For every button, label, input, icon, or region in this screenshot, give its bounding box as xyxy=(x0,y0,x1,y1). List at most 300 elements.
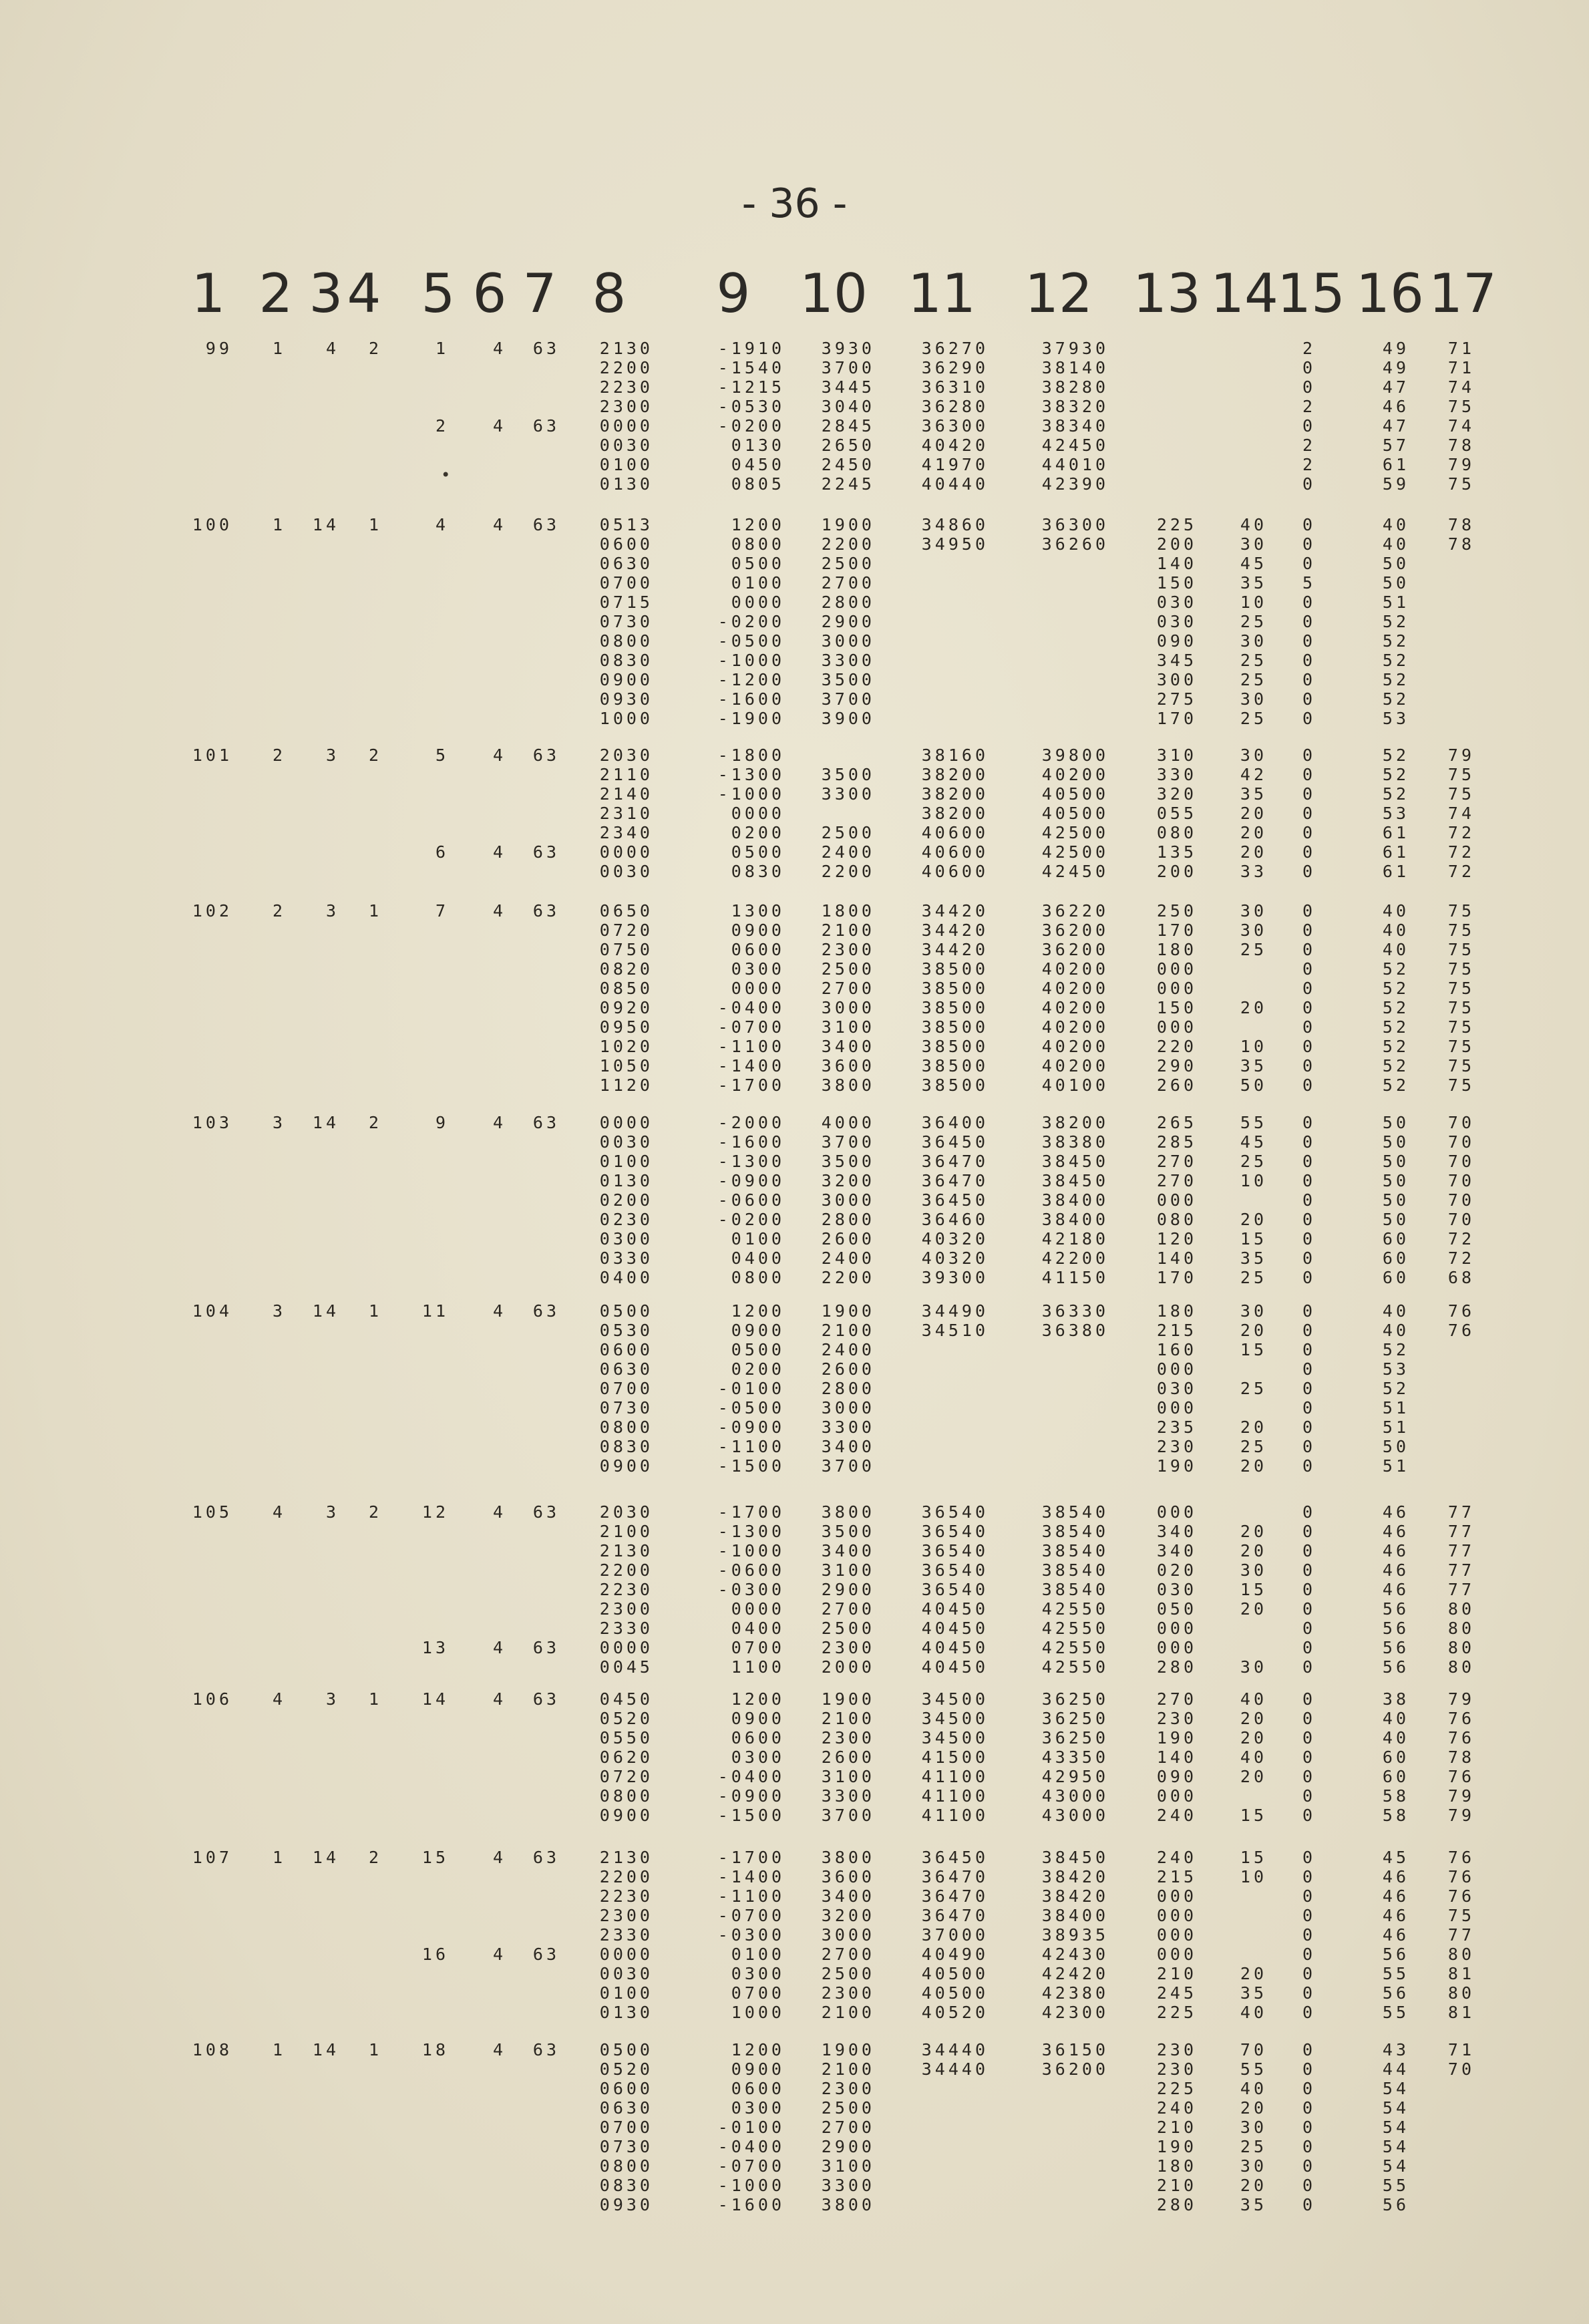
cell-col-16: 56 xyxy=(1382,1599,1409,1619)
cell-col-11: 36460 xyxy=(921,1210,989,1229)
cell-time: 0900 xyxy=(599,670,653,689)
cell-col-9: 0000 xyxy=(731,804,785,823)
cell-col-14: 30 xyxy=(1240,631,1267,651)
cell-col-11: 40500 xyxy=(921,1983,989,2003)
cell-col-10: 3300 xyxy=(821,651,875,670)
cell-col-17: 76 xyxy=(1447,1709,1475,1728)
cell-col-14: 45 xyxy=(1240,554,1267,573)
cell-col-12: 44010 xyxy=(1041,455,1109,474)
cell-col-12: 38540 xyxy=(1041,1502,1109,1522)
cell-col-17: 70 xyxy=(1447,1190,1475,1210)
cell-record-number: 104 xyxy=(192,1301,232,1321)
cell-col-15: 0 xyxy=(1302,1152,1316,1171)
cell-col-9: -0900 xyxy=(717,1418,785,1437)
column-header-12: 12 xyxy=(1025,263,1093,325)
cell-col-11: 40520 xyxy=(921,2003,989,2022)
cell-time: 0000 xyxy=(599,1113,653,1132)
cell-time: 0030 xyxy=(599,862,653,881)
column-header-10: 10 xyxy=(800,263,868,325)
cell-col-10: 2245 xyxy=(821,474,875,494)
cell-col-14: 20 xyxy=(1240,1599,1267,1619)
cell-col-11: 40320 xyxy=(921,1249,989,1268)
cell-col-13: 000 xyxy=(1156,1502,1197,1522)
cell-col-14: 10 xyxy=(1240,593,1267,612)
cell-col-16: 50 xyxy=(1382,1437,1409,1456)
cell-col-12: 36220 xyxy=(1041,901,1109,921)
cell-col-17: 70 xyxy=(1447,1132,1475,1152)
cell-col-16: 52 xyxy=(1382,1017,1409,1037)
cell-time: 2110 xyxy=(599,765,653,784)
cell-time: 0630 xyxy=(599,2098,653,2118)
table-row xyxy=(0,475,1589,494)
cell-col-9: -0200 xyxy=(717,612,785,631)
cell-col-12: 36250 xyxy=(1041,1689,1109,1709)
cell-col-11: 40320 xyxy=(921,1229,989,1249)
cell-col-16: 50 xyxy=(1382,1210,1409,1229)
cell-col-11: 40420 xyxy=(921,436,989,455)
cell-col-12: 43000 xyxy=(1041,1806,1109,1825)
cell-col-16: 52 xyxy=(1382,998,1409,1017)
cell-col-16: 50 xyxy=(1382,1113,1409,1132)
cell-record-number: 101 xyxy=(192,745,232,765)
cell-col-11: 36470 xyxy=(921,1171,989,1190)
cell-col-15: 0 xyxy=(1302,2137,1316,2156)
cell-col-12: 36200 xyxy=(1041,921,1109,940)
cell-col-13: 030 xyxy=(1156,1580,1197,1599)
column-header-11: 11 xyxy=(908,263,976,325)
cell-col-10: 2800 xyxy=(821,1379,875,1398)
cell-col-4: 1 xyxy=(368,1301,382,1321)
cell-col-15: 0 xyxy=(1302,862,1316,881)
cell-col-13: 240 xyxy=(1156,1848,1197,1867)
table-row xyxy=(0,1619,1589,1638)
table-row xyxy=(0,436,1589,455)
cell-col-16: 53 xyxy=(1382,804,1409,823)
cell-col-16: 50 xyxy=(1382,573,1409,593)
stray-dot-mark: • xyxy=(441,466,451,484)
cell-col-11: 40450 xyxy=(921,1619,989,1638)
cell-col-11: 34440 xyxy=(921,2059,989,2079)
cell-col-12: 36200 xyxy=(1041,2059,1109,2079)
cell-col-16: 46 xyxy=(1382,1560,1409,1580)
cell-time: 0100 xyxy=(599,455,653,474)
cell-col-15: 0 xyxy=(1302,1925,1316,1945)
cell-time: 0900 xyxy=(599,1456,653,1476)
cell-col-13: 250 xyxy=(1156,901,1197,921)
cell-time: 0100 xyxy=(599,1983,653,2003)
cell-col-10: 2100 xyxy=(821,1321,875,1340)
cell-col-9: -1300 xyxy=(717,1522,785,1541)
cell-col-12: 39800 xyxy=(1041,745,1109,765)
cell-col-16: 52 xyxy=(1382,1037,1409,1056)
cell-col-15: 0 xyxy=(1302,593,1316,612)
cell-col-17: 75 xyxy=(1447,901,1475,921)
cell-col-16: 46 xyxy=(1382,1502,1409,1522)
cell-col-13: 000 xyxy=(1156,1638,1197,1657)
cell-time: 2310 xyxy=(599,804,653,823)
cell-col-15: 0 xyxy=(1302,1418,1316,1437)
cell-col-14: 35 xyxy=(1240,1056,1267,1075)
cell-col-15: 0 xyxy=(1302,1867,1316,1886)
cell-col-7: 63 xyxy=(532,416,560,436)
column-header-16: 16 xyxy=(1356,263,1424,325)
cell-col-15: 0 xyxy=(1302,1689,1316,1709)
cell-col-11: 37000 xyxy=(921,1925,989,1945)
cell-col-5: 9 xyxy=(435,1113,449,1132)
cell-col-10: 2500 xyxy=(821,554,875,573)
cell-time: 0820 xyxy=(599,959,653,979)
cell-col-3: 14 xyxy=(312,1113,339,1132)
cell-col-17: 75 xyxy=(1447,784,1475,804)
cell-col-5: 12 xyxy=(421,1502,449,1522)
cell-col-11: 36540 xyxy=(921,1541,989,1560)
cell-col-9: -0700 xyxy=(717,1017,785,1037)
cell-col-9: -1800 xyxy=(717,745,785,765)
cell-col-9: -0530 xyxy=(717,397,785,416)
cell-col-9: -1500 xyxy=(717,1456,785,1476)
cell-time: 2230 xyxy=(599,1580,653,1599)
cell-col-17: 80 xyxy=(1447,1619,1475,1638)
cell-col-9: -1300 xyxy=(717,1152,785,1171)
cell-time: 2340 xyxy=(599,823,653,842)
cell-col-12: 43350 xyxy=(1041,1748,1109,1767)
cell-col-7: 63 xyxy=(532,1113,560,1132)
cell-time: 0720 xyxy=(599,1767,653,1786)
cell-col-11: 36540 xyxy=(921,1522,989,1541)
table-row xyxy=(0,766,1589,784)
cell-col-16: 45 xyxy=(1382,1848,1409,1867)
cell-col-10: 3445 xyxy=(821,377,875,397)
cell-col-11: 38500 xyxy=(921,959,989,979)
table-row xyxy=(0,593,1589,612)
cell-col-15: 0 xyxy=(1302,901,1316,921)
cell-col-5: 11 xyxy=(421,1301,449,1321)
cell-col-13: 230 xyxy=(1156,2040,1197,2059)
column-header-14: 14 xyxy=(1210,263,1278,325)
cell-col-17: 79 xyxy=(1447,1806,1475,1825)
cell-col-10: 3600 xyxy=(821,1867,875,1886)
cell-col-13: 270 xyxy=(1156,1689,1197,1709)
table-row xyxy=(0,1690,1589,1709)
cell-col-2: 1 xyxy=(272,1848,286,1867)
cell-col-9: 0600 xyxy=(731,2079,785,2098)
table-row xyxy=(0,632,1589,651)
cell-col-12: 42180 xyxy=(1041,1229,1109,1249)
cell-time: 0550 xyxy=(599,1728,653,1748)
cell-col-16: 52 xyxy=(1382,631,1409,651)
cell-col-9: -1100 xyxy=(717,1037,785,1056)
cell-time: 0700 xyxy=(599,573,653,593)
cell-col-15: 0 xyxy=(1302,1321,1316,1340)
cell-col-10: 1900 xyxy=(821,515,875,534)
cell-col-17: 77 xyxy=(1447,1925,1475,1945)
cell-col-11: 41970 xyxy=(921,455,989,474)
cell-col-10: 3300 xyxy=(821,784,875,804)
cell-time: 0730 xyxy=(599,612,653,631)
cell-time: 1050 xyxy=(599,1056,653,1075)
cell-col-9: -2000 xyxy=(717,1113,785,1132)
table-row xyxy=(0,2176,1589,2195)
cell-col-13: 260 xyxy=(1156,1075,1197,1095)
cell-col-14: 25 xyxy=(1240,2137,1267,2156)
cell-col-13: 330 xyxy=(1156,765,1197,784)
cell-col-15: 0 xyxy=(1302,998,1316,1017)
cell-col-14: 25 xyxy=(1240,651,1267,670)
table-row xyxy=(0,1360,1589,1379)
table-row xyxy=(0,613,1589,631)
cell-col-13: 000 xyxy=(1156,1398,1197,1418)
table-row xyxy=(0,1658,1589,1677)
cell-col-13: 050 xyxy=(1156,1599,1197,1619)
cell-col-15: 0 xyxy=(1302,651,1316,670)
cell-col-4: 2 xyxy=(368,1502,382,1522)
cell-col-15: 0 xyxy=(1302,631,1316,651)
cell-col-9: 1200 xyxy=(731,2040,785,2059)
cell-col-17: 70 xyxy=(1447,1113,1475,1132)
cell-time: 1020 xyxy=(599,1037,653,1056)
cell-col-14: 20 xyxy=(1240,1522,1267,1541)
cell-col-14: 20 xyxy=(1240,1456,1267,1476)
cell-col-14: 55 xyxy=(1240,2059,1267,2079)
cell-col-17: 75 xyxy=(1447,474,1475,494)
cell-time: 0130 xyxy=(599,474,653,494)
cell-col-17: 76 xyxy=(1447,1848,1475,1867)
cell-col-17: 79 xyxy=(1447,1689,1475,1709)
cell-col-16: 52 xyxy=(1382,651,1409,670)
cell-col-15: 0 xyxy=(1302,1619,1316,1638)
cell-col-9: 0700 xyxy=(731,1983,785,2003)
cell-col-17: 74 xyxy=(1447,804,1475,823)
table-row xyxy=(0,921,1589,940)
cell-col-16: 40 xyxy=(1382,515,1409,534)
cell-col-16: 51 xyxy=(1382,1418,1409,1437)
cell-col-16: 56 xyxy=(1382,1945,1409,1964)
cell-col-12: 42500 xyxy=(1041,823,1109,842)
table-row xyxy=(0,1581,1589,1599)
cell-col-10: 2700 xyxy=(821,573,875,593)
table-row xyxy=(0,378,1589,397)
cell-col-16: 55 xyxy=(1382,1964,1409,1983)
cell-col-9: 0300 xyxy=(731,959,785,979)
column-header-13: 13 xyxy=(1133,263,1201,325)
cell-time: 2030 xyxy=(599,1502,653,1522)
cell-time: 2300 xyxy=(599,1599,653,1619)
cell-col-9: -1000 xyxy=(717,1541,785,1560)
table-row xyxy=(0,359,1589,377)
cell-col-14: 30 xyxy=(1240,2118,1267,2137)
cell-col-9: -1600 xyxy=(717,2195,785,2214)
cell-col-4: 1 xyxy=(368,1689,382,1709)
cell-time: 2030 xyxy=(599,745,653,765)
cell-col-16: 52 xyxy=(1382,979,1409,998)
cell-col-14: 40 xyxy=(1240,2079,1267,2098)
cell-col-9: 0800 xyxy=(731,1268,785,1287)
cell-col-11: 34420 xyxy=(921,940,989,959)
cell-col-15: 0 xyxy=(1302,2098,1316,2118)
cell-col-16: 50 xyxy=(1382,1190,1409,1210)
cell-col-12: 38400 xyxy=(1041,1190,1109,1210)
cell-col-15: 2 xyxy=(1302,339,1316,358)
cell-col-14: 45 xyxy=(1240,1132,1267,1152)
cell-col-9: 0200 xyxy=(731,1359,785,1379)
cell-col-13: 320 xyxy=(1156,784,1197,804)
cell-col-5: 6 xyxy=(435,842,449,862)
cell-col-5: 1 xyxy=(435,339,449,358)
cell-col-14: 40 xyxy=(1240,2003,1267,2022)
cell-col-17: 72 xyxy=(1447,1249,1475,1268)
cell-col-12: 40200 xyxy=(1041,959,1109,979)
cell-col-9: -0300 xyxy=(717,1925,785,1945)
cell-col-14: 30 xyxy=(1240,921,1267,940)
cell-col-6: 4 xyxy=(492,1113,506,1132)
cell-col-10: 2200 xyxy=(821,862,875,881)
cell-col-12: 36330 xyxy=(1041,1301,1109,1321)
cell-col-9: -0100 xyxy=(717,1379,785,1398)
table-row xyxy=(0,574,1589,593)
cell-col-13: 140 xyxy=(1156,554,1197,573)
cell-col-16: 60 xyxy=(1382,1249,1409,1268)
cell-col-6: 4 xyxy=(492,745,506,765)
cell-col-16: 50 xyxy=(1382,1132,1409,1152)
cell-col-9: -1540 xyxy=(717,358,785,377)
cell-time: 2130 xyxy=(599,339,653,358)
cell-col-10: 2300 xyxy=(821,940,875,959)
cell-col-11: 38160 xyxy=(921,745,989,765)
cell-col-6: 4 xyxy=(492,1638,506,1657)
cell-col-17: 72 xyxy=(1447,1229,1475,1249)
cell-col-11: 41100 xyxy=(921,1806,989,1825)
cell-col-15: 0 xyxy=(1302,1748,1316,1767)
cell-col-12: 38380 xyxy=(1041,1132,1109,1152)
cell-col-13: 030 xyxy=(1156,593,1197,612)
cell-col-12: 38450 xyxy=(1041,1171,1109,1190)
cell-col-17: 75 xyxy=(1447,765,1475,784)
column-header-5: 5 xyxy=(421,263,456,325)
cell-col-11: 36290 xyxy=(921,358,989,377)
cell-col-2: 4 xyxy=(272,1689,286,1709)
cell-col-17: 75 xyxy=(1447,1075,1475,1095)
cell-col-6: 4 xyxy=(492,1502,506,1522)
cell-col-16: 58 xyxy=(1382,1786,1409,1806)
cell-col-16: 51 xyxy=(1382,1456,1409,1476)
cell-col-14: 25 xyxy=(1240,709,1267,728)
cell-col-13: 090 xyxy=(1156,1767,1197,1786)
cell-col-12: 38400 xyxy=(1041,1906,1109,1925)
cell-col-15: 0 xyxy=(1302,1301,1316,1321)
cell-col-9: -0100 xyxy=(717,2118,785,2137)
cell-col-12: 40200 xyxy=(1041,998,1109,1017)
cell-col-10: 3500 xyxy=(821,670,875,689)
cell-record-number: 102 xyxy=(192,901,232,921)
cell-col-13: 135 xyxy=(1156,842,1197,862)
cell-col-13: 180 xyxy=(1156,1301,1197,1321)
cell-time: 0230 xyxy=(599,1210,653,1229)
table-row xyxy=(0,2138,1589,2156)
cell-col-15: 0 xyxy=(1302,474,1316,494)
page-number: - 36 - xyxy=(741,180,848,227)
cell-col-4: 2 xyxy=(368,1848,382,1867)
cell-col-10: 3500 xyxy=(821,765,875,784)
cell-col-14: 20 xyxy=(1240,1321,1267,1340)
cell-record-number: 107 xyxy=(192,1848,232,1867)
cell-col-14: 40 xyxy=(1240,515,1267,534)
cell-time: 0720 xyxy=(599,921,653,940)
cell-col-16: 55 xyxy=(1382,2176,1409,2195)
cell-col-13: 225 xyxy=(1156,515,1197,534)
cell-col-17: 77 xyxy=(1447,1502,1475,1522)
cell-col-3: 3 xyxy=(325,901,339,921)
cell-col-13: 235 xyxy=(1156,1418,1197,1437)
cell-col-15: 0 xyxy=(1302,784,1316,804)
cell-col-16: 40 xyxy=(1382,1321,1409,1340)
cell-col-16: 54 xyxy=(1382,2079,1409,2098)
cell-col-14: 25 xyxy=(1240,670,1267,689)
cell-col-5: 13 xyxy=(421,1638,449,1657)
cell-col-15: 0 xyxy=(1302,689,1316,709)
cell-col-10: 2500 xyxy=(821,823,875,842)
cell-col-9: -1215 xyxy=(717,377,785,397)
cell-time: 0800 xyxy=(599,1786,653,1806)
cell-col-11: 36470 xyxy=(921,1886,989,1906)
cell-col-16: 52 xyxy=(1382,689,1409,709)
cell-col-2: 2 xyxy=(272,901,286,921)
cell-col-16: 52 xyxy=(1382,670,1409,689)
cell-col-15: 0 xyxy=(1302,1560,1316,1580)
cell-col-15: 0 xyxy=(1302,358,1316,377)
cell-col-9: 1000 xyxy=(731,2003,785,2022)
cell-col-9: -1600 xyxy=(717,689,785,709)
cell-col-12: 42450 xyxy=(1041,862,1109,881)
cell-col-15: 0 xyxy=(1302,377,1316,397)
table-row xyxy=(0,1399,1589,1418)
table-row xyxy=(0,1418,1589,1437)
table-row xyxy=(0,1848,1589,1867)
cell-col-14: 35 xyxy=(1240,784,1267,804)
cell-time: 0920 xyxy=(599,998,653,1017)
cell-col-16: 53 xyxy=(1382,709,1409,728)
cell-time: 0800 xyxy=(599,631,653,651)
cell-col-15: 0 xyxy=(1302,1379,1316,1398)
cell-col-12: 38540 xyxy=(1041,1522,1109,1541)
cell-time: 0830 xyxy=(599,1437,653,1456)
cell-time: 0630 xyxy=(599,1359,653,1379)
cell-col-10: 3800 xyxy=(821,1502,875,1522)
cell-col-16: 56 xyxy=(1382,1657,1409,1677)
cell-col-15: 0 xyxy=(1302,1190,1316,1210)
cell-col-2: 1 xyxy=(272,339,286,358)
cell-time: 0030 xyxy=(599,436,653,455)
table-row xyxy=(0,1018,1589,1037)
cell-col-9: -1700 xyxy=(717,1502,785,1522)
table-row xyxy=(0,1302,1589,1321)
cell-col-10: 2100 xyxy=(821,1709,875,1728)
cell-col-16: 60 xyxy=(1382,1268,1409,1287)
cell-col-12: 36150 xyxy=(1041,2040,1109,2059)
cell-col-17: 76 xyxy=(1447,1728,1475,1748)
cell-col-17: 72 xyxy=(1447,823,1475,842)
cell-col-2: 4 xyxy=(272,1502,286,1522)
cell-col-17: 77 xyxy=(1447,1541,1475,1560)
cell-col-13: 270 xyxy=(1156,1152,1197,1171)
cell-time: 0400 xyxy=(599,1268,653,1287)
cell-col-10: 2600 xyxy=(821,1359,875,1379)
cell-col-15: 0 xyxy=(1302,1983,1316,2003)
cell-col-17: 74 xyxy=(1447,416,1475,436)
cell-col-12: 38400 xyxy=(1041,1210,1109,1229)
cell-time: 0500 xyxy=(599,1301,653,1321)
cell-time: 0513 xyxy=(599,515,653,534)
cell-col-11: 36470 xyxy=(921,1906,989,1925)
